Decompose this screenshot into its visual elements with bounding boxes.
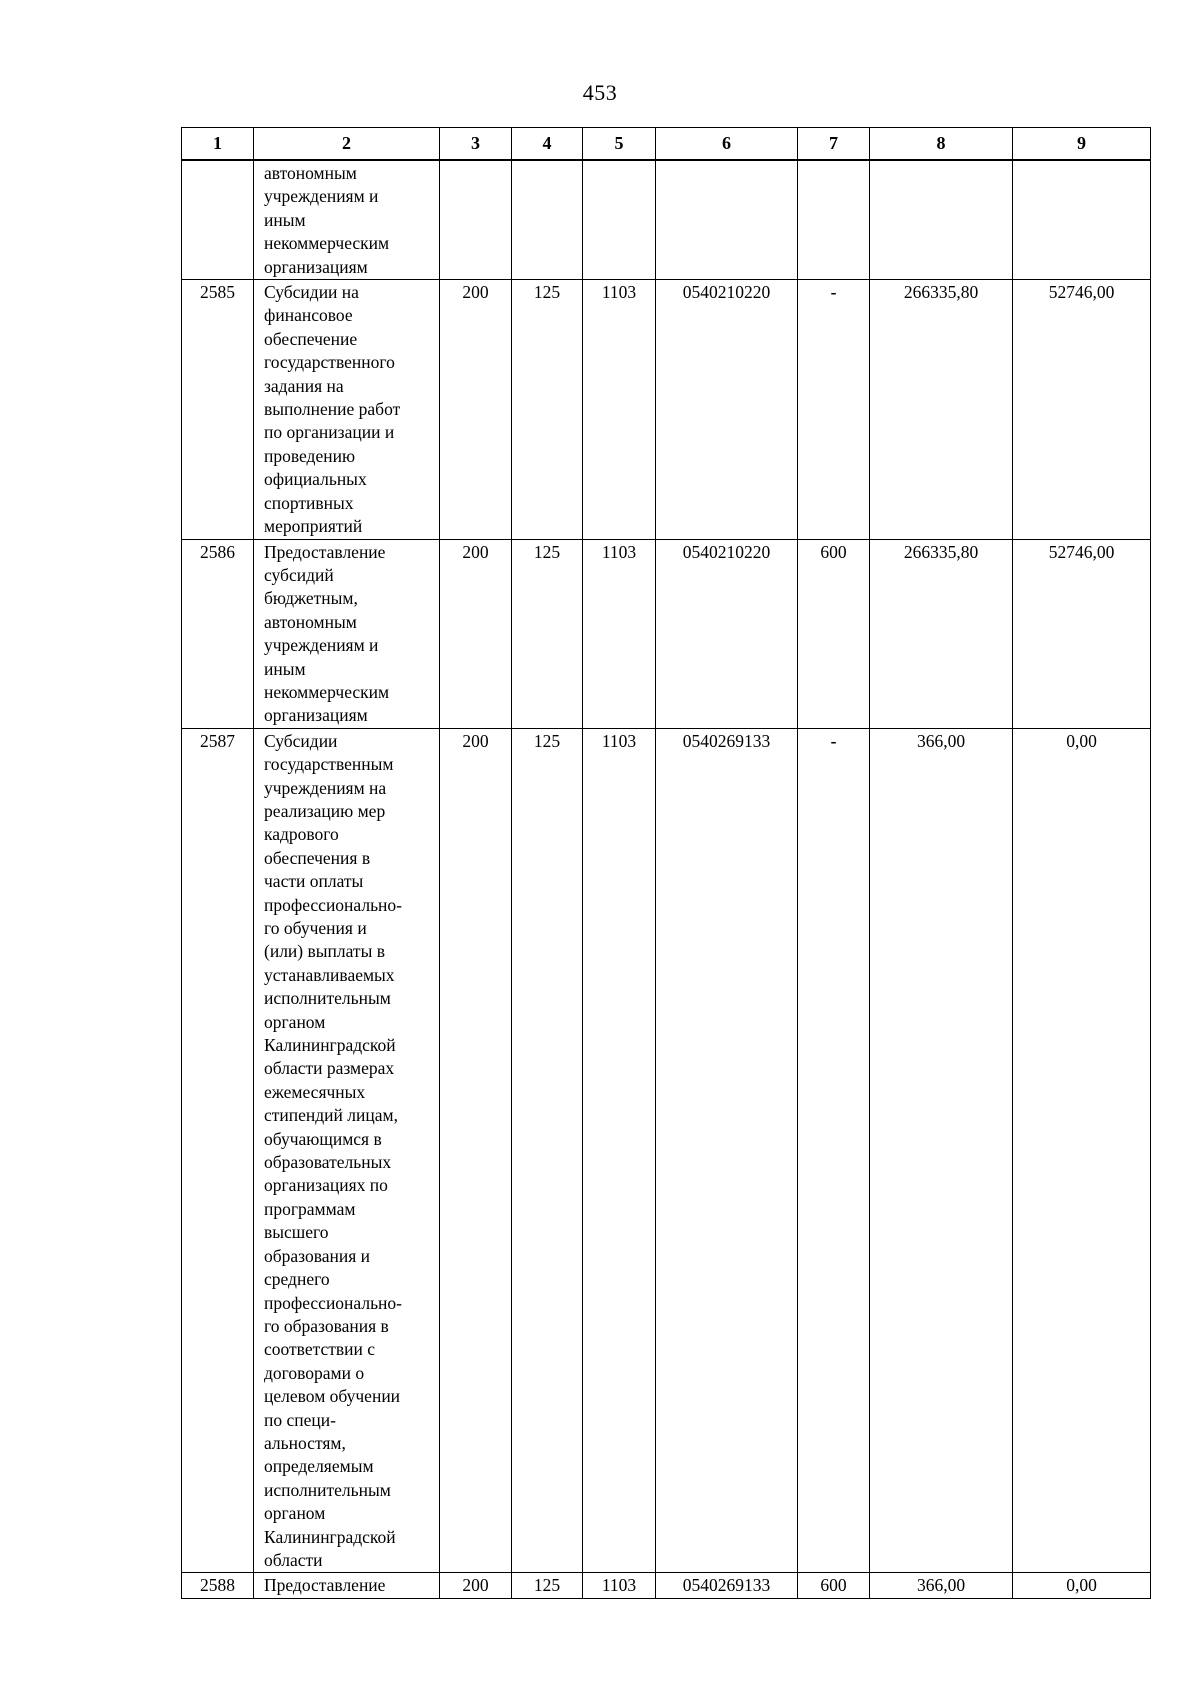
cell-col-8 xyxy=(870,160,1013,280)
cell-col-9: 52746,00 xyxy=(1013,539,1151,728)
table-row xyxy=(182,280,1151,539)
cell-col-7: - xyxy=(798,280,870,539)
header-col-7: 7 xyxy=(798,128,870,161)
row-number xyxy=(182,160,254,280)
cell-col-7: 600 xyxy=(798,1573,870,1598)
cell-col-8: 366,00 xyxy=(870,728,1013,1573)
cell-col-6 xyxy=(656,160,798,280)
cell-col-3: 200 xyxy=(440,1573,512,1598)
row-name: Предоставление субсидий бюджетным, автономным учреждениям и иным некоммерческим организациям xyxy=(254,539,440,728)
cell-col-7 xyxy=(798,160,870,280)
cell-col-9: 52746,00 xyxy=(1013,280,1151,539)
cell-col-4: 125 xyxy=(512,1573,583,1598)
cell-col-9: 0,00 xyxy=(1013,1573,1151,1598)
row-name: Предоставление xyxy=(254,1573,440,1598)
table-row xyxy=(182,539,1151,728)
cell-col-3: 200 xyxy=(440,280,512,539)
cell-col-3: 200 xyxy=(440,728,512,1573)
header-col-9: 9 xyxy=(1013,128,1151,161)
header-col-1: 1 xyxy=(182,128,254,161)
cell-col-8: 266335,80 xyxy=(870,280,1013,539)
row-name: автономным учреждениям и иным некоммерческим организациям xyxy=(254,160,440,280)
budget-table xyxy=(181,127,1151,1599)
page-number: 453 xyxy=(582,80,618,105)
cell-col-6: 0540269133 xyxy=(656,1573,798,1598)
cell-col-5: 1103 xyxy=(583,728,656,1573)
row-number: 2588 xyxy=(182,1573,254,1598)
cell-col-4: 125 xyxy=(512,539,583,728)
header-row xyxy=(182,128,1151,161)
cell-col-4 xyxy=(512,160,583,280)
cell-col-9 xyxy=(1013,160,1151,280)
row-number: 2585 xyxy=(182,280,254,539)
cell-col-4: 125 xyxy=(512,728,583,1573)
cell-col-6: 0540210220 xyxy=(656,280,798,539)
header-col-4: 4 xyxy=(512,128,583,161)
cell-col-6: 0540269133 xyxy=(656,728,798,1573)
cell-col-6: 0540210220 xyxy=(656,539,798,728)
cell-col-8: 266335,80 xyxy=(870,539,1013,728)
row-number: 2586 xyxy=(182,539,254,728)
cell-col-7: - xyxy=(798,728,870,1573)
row-number: 2587 xyxy=(182,728,254,1573)
cell-col-3 xyxy=(440,160,512,280)
cell-col-7: 600 xyxy=(798,539,870,728)
table-row xyxy=(182,728,1151,1573)
header-col-5: 5 xyxy=(583,128,656,161)
cell-col-5 xyxy=(583,160,656,280)
header-col-6: 6 xyxy=(656,128,798,161)
cell-col-4: 125 xyxy=(512,280,583,539)
cell-col-8: 366,00 xyxy=(870,1573,1013,1598)
cell-col-5: 1103 xyxy=(583,539,656,728)
header-col-3: 3 xyxy=(440,128,512,161)
cell-col-5: 1103 xyxy=(583,1573,656,1598)
row-name: Субсидии государственным учреждениям на реализацию мер кадрового обеспечения в части оплаты профессионально- го обучения и (или) выплаты в устанавливаемых исполнительным органом Калининградской области размерах ежемесячных стипендий лицам, обучающимся в образовательных организациях по программам высшего образования и среднего профессионально- го образования в соответствии с договорами о целевом обучении по специ- альностям, определяемым исполнительным органом Калининградской области xyxy=(254,728,440,1573)
row-name: Субсидии на финансовое обеспечение государственного задания на выполнение работ по организации и проведению официальных спортивных мероприятий xyxy=(254,280,440,539)
cell-col-9: 0,00 xyxy=(1013,728,1151,1573)
cell-col-5: 1103 xyxy=(583,280,656,539)
table-row xyxy=(182,1573,1151,1598)
table-row xyxy=(182,160,1151,280)
header-col-8: 8 xyxy=(870,128,1013,161)
header-col-2: 2 xyxy=(254,128,440,161)
cell-col-3: 200 xyxy=(440,539,512,728)
